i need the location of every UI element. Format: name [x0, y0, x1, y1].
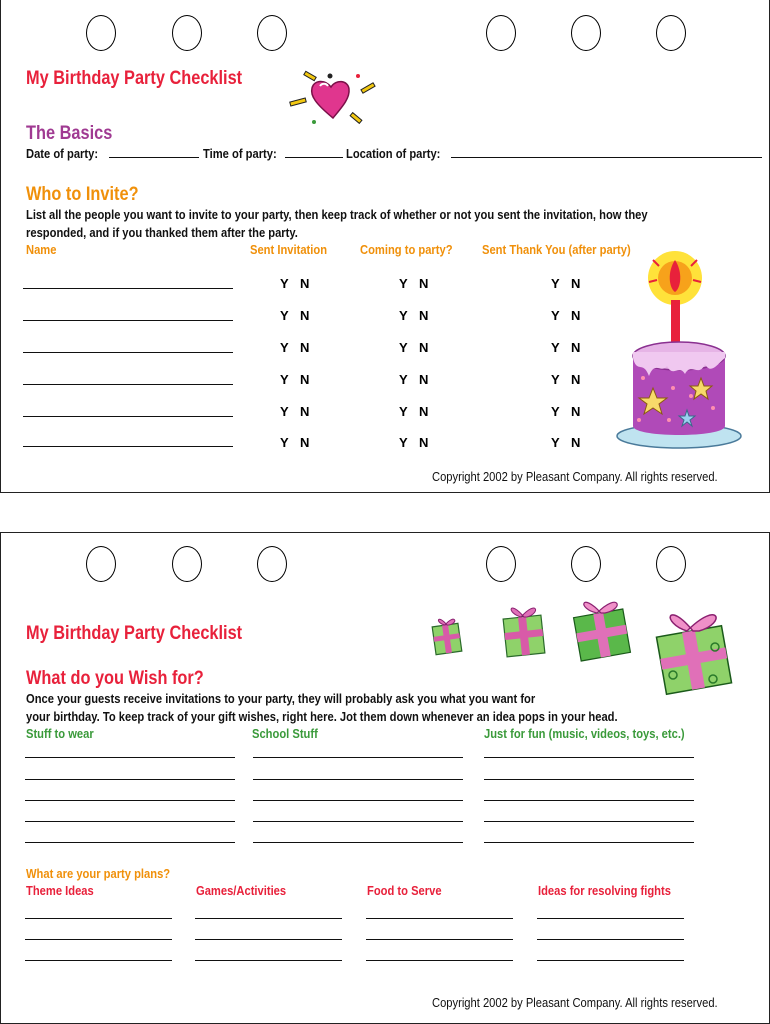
- binder-hole: [86, 546, 116, 582]
- coming-yes[interactable]: Y: [399, 404, 408, 419]
- coming-no[interactable]: N: [419, 340, 429, 355]
- thanks-yes[interactable]: Y: [551, 404, 560, 419]
- coming-no[interactable]: N: [419, 435, 429, 450]
- binder-hole: [86, 15, 116, 51]
- sent-no[interactable]: N: [300, 404, 310, 419]
- sent-no[interactable]: N: [300, 340, 310, 355]
- thanks-yes[interactable]: Y: [551, 340, 560, 355]
- column-header-school: School Stuff: [252, 726, 318, 741]
- thanks-yes[interactable]: Y: [551, 435, 560, 450]
- fights-entry-field[interactable]: [537, 918, 684, 919]
- guest-name-field[interactable]: [23, 320, 233, 321]
- thanks-no[interactable]: N: [571, 340, 581, 355]
- binder-hole: [257, 15, 287, 51]
- checklist-card-wishes: [0, 532, 770, 1024]
- food-entry-field[interactable]: [366, 960, 513, 961]
- location-field[interactable]: [451, 157, 762, 158]
- sent-yes[interactable]: Y: [280, 340, 289, 355]
- copyright-text: Copyright 2002 by Pleasant Company. All rights reserved.: [432, 469, 718, 484]
- guest-name-field[interactable]: [23, 446, 233, 447]
- wear-entry-field[interactable]: [25, 821, 235, 822]
- column-header-fights: Ideas for resolving fights: [538, 883, 671, 898]
- fun-entry-field[interactable]: [484, 842, 694, 843]
- column-header-thanks: Sent Thank You (after party): [482, 242, 631, 257]
- plans-heading: What are your party plans?: [26, 866, 171, 881]
- coming-no[interactable]: N: [419, 404, 429, 419]
- fights-entry-field[interactable]: [537, 939, 684, 940]
- sent-yes[interactable]: Y: [280, 308, 289, 323]
- wear-entry-field[interactable]: [25, 757, 235, 758]
- thanks-yes[interactable]: Y: [551, 276, 560, 291]
- thanks-no[interactable]: N: [571, 404, 581, 419]
- fun-entry-field[interactable]: [484, 800, 694, 801]
- coming-no[interactable]: N: [419, 276, 429, 291]
- heart-confetti-icon: [286, 70, 381, 132]
- fun-entry-field[interactable]: [484, 757, 694, 758]
- coming-yes[interactable]: Y: [399, 276, 408, 291]
- gift-box-icon: [431, 611, 465, 659]
- coming-yes[interactable]: Y: [399, 340, 408, 355]
- sent-no[interactable]: N: [300, 372, 310, 387]
- wish-heading: What do you Wish for?: [26, 668, 204, 689]
- column-header-wear: Stuff to wear: [26, 726, 94, 741]
- wear-entry-field[interactable]: [25, 779, 235, 780]
- invite-heading: Who to Invite?: [26, 184, 139, 205]
- sent-yes[interactable]: Y: [280, 404, 289, 419]
- sent-yes[interactable]: Y: [280, 372, 289, 387]
- coming-yes[interactable]: Y: [399, 372, 408, 387]
- column-header-name: Name: [26, 242, 57, 257]
- guest-name-field[interactable]: [23, 384, 233, 385]
- guest-name-field[interactable]: [23, 416, 233, 417]
- invite-instructions: List all the people you want to invite to your party, then keep track of whether or not you sent the invitation, how they: [26, 207, 648, 222]
- guest-name-field[interactable]: [23, 288, 233, 289]
- coming-yes[interactable]: Y: [399, 308, 408, 323]
- fun-entry-field[interactable]: [484, 779, 694, 780]
- school-entry-field[interactable]: [253, 800, 463, 801]
- time-label: Time of party:: [203, 146, 277, 161]
- column-header-food: Food to Serve: [367, 883, 442, 898]
- basics-heading: The Basics: [26, 123, 113, 144]
- thanks-no[interactable]: N: [571, 435, 581, 450]
- binder-hole: [486, 15, 516, 51]
- sent-no[interactable]: N: [300, 276, 310, 291]
- copyright-text: Copyright 2002 by Pleasant Company. All rights reserved.: [432, 995, 718, 1010]
- page-title: My Birthday Party Checklist: [26, 68, 243, 89]
- column-header-fun: Just for fun (music, videos, toys, etc.): [484, 726, 685, 741]
- school-entry-field[interactable]: [253, 779, 463, 780]
- sent-no[interactable]: N: [300, 308, 310, 323]
- games-entry-field[interactable]: [195, 918, 342, 919]
- fights-entry-field[interactable]: [537, 960, 684, 961]
- gift-box-icon: [653, 597, 737, 697]
- column-header-coming: Coming to party?: [360, 242, 453, 257]
- thanks-no[interactable]: N: [571, 308, 581, 323]
- coming-yes[interactable]: Y: [399, 435, 408, 450]
- thanks-yes[interactable]: Y: [551, 372, 560, 387]
- time-field[interactable]: [285, 157, 343, 158]
- column-header-theme: Theme Ideas: [26, 883, 94, 898]
- theme-entry-field[interactable]: [25, 960, 172, 961]
- binder-hole: [656, 15, 686, 51]
- sent-no[interactable]: N: [300, 435, 310, 450]
- wear-entry-field[interactable]: [25, 800, 235, 801]
- binder-hole: [571, 15, 601, 51]
- gift-box-icon: [501, 597, 549, 659]
- thanks-yes[interactable]: Y: [551, 308, 560, 323]
- thanks-no[interactable]: N: [571, 276, 581, 291]
- theme-entry-field[interactable]: [25, 939, 172, 940]
- fun-entry-field[interactable]: [484, 821, 694, 822]
- checklist-card-invite: [0, 0, 770, 493]
- wear-entry-field[interactable]: [25, 842, 235, 843]
- page-title: My Birthday Party Checklist: [26, 623, 243, 644]
- games-entry-field[interactable]: [195, 939, 342, 940]
- wish-instructions: your birthday. To keep track of your gift wishes, right here. Jot them down whenever an idea pops in your head.: [26, 709, 618, 724]
- date-field[interactable]: [109, 157, 199, 158]
- location-label: Location of party:: [346, 146, 441, 161]
- birthday-cake-icon: [613, 248, 748, 453]
- theme-entry-field[interactable]: [25, 918, 172, 919]
- sent-yes[interactable]: Y: [280, 435, 289, 450]
- gift-box-icon: [571, 589, 635, 661]
- guest-name-field[interactable]: [23, 352, 233, 353]
- column-header-games: Games/Activities: [196, 883, 287, 898]
- sent-yes[interactable]: Y: [280, 276, 289, 291]
- school-entry-field[interactable]: [253, 757, 463, 758]
- school-entry-field[interactable]: [253, 842, 463, 843]
- binder-hole: [486, 546, 516, 582]
- wish-instructions: Once your guests receive invitations to your party, they will probably ask you what you want for: [26, 691, 536, 706]
- binder-hole: [656, 546, 686, 582]
- food-entry-field[interactable]: [366, 918, 513, 919]
- games-entry-field[interactable]: [195, 960, 342, 961]
- coming-no[interactable]: N: [419, 372, 429, 387]
- date-label: Date of party:: [26, 146, 99, 161]
- binder-hole: [257, 546, 287, 582]
- invite-instructions: responded, and if you thanked them after the party.: [26, 225, 298, 240]
- binder-hole: [172, 546, 202, 582]
- column-header-sent: Sent Invitation: [250, 242, 328, 257]
- thanks-no[interactable]: N: [571, 372, 581, 387]
- binder-hole: [172, 15, 202, 51]
- coming-no[interactable]: N: [419, 308, 429, 323]
- food-entry-field[interactable]: [366, 939, 513, 940]
- binder-hole: [571, 546, 601, 582]
- school-entry-field[interactable]: [253, 821, 463, 822]
